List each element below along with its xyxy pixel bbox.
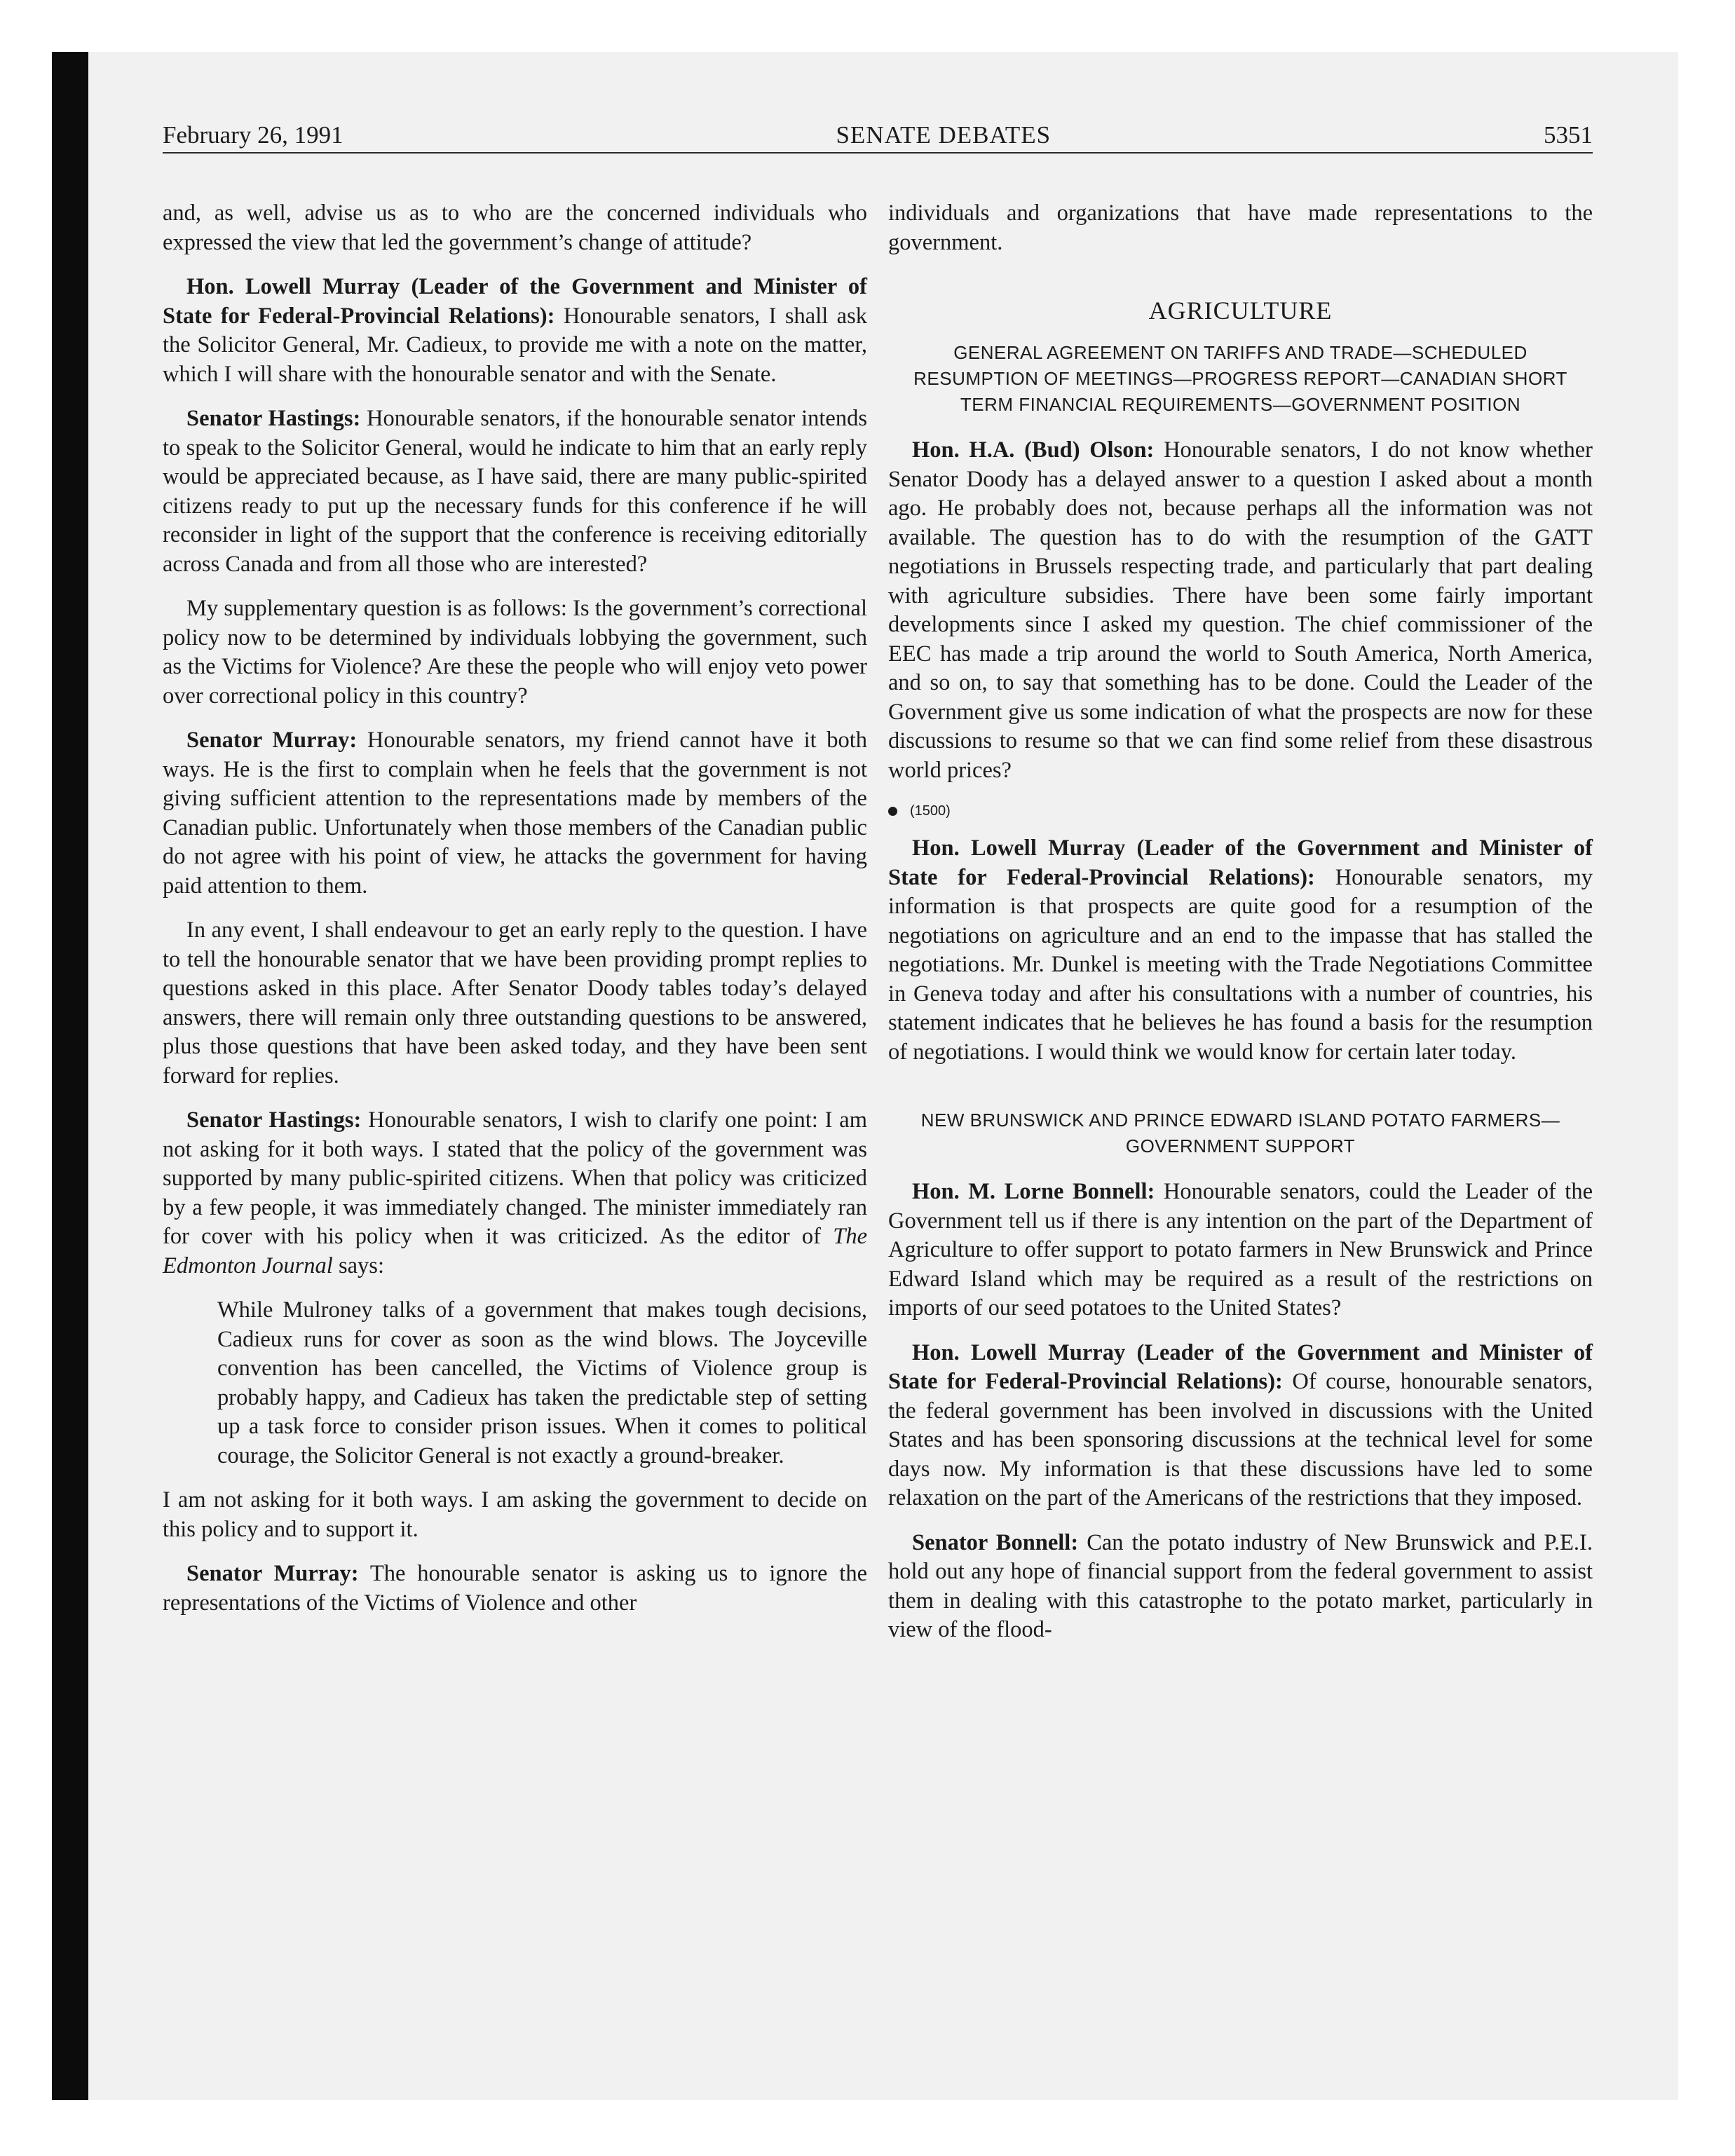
running-header [163,121,1593,153]
paragraph: In any event, I shall endeavour to get an early reply to the question. I have to tell the honourable senator that we have been providing prompt replies to questions asked in this place. After Senator Doody tables today’s delayed answers, there will remain only three outstanding questions to be answered, plus those questions that have been asked today, and they have been sent forward for replies. [163,917,867,1089]
paragraph [888,1178,1593,1323]
speaker-name: Senator Bonnell: [912,1529,1079,1555]
paragraph [888,834,1593,1067]
speech-text: Honourable senators, could the Leader of the Government tell us if there is any intention on the part of the Department of Agriculture to offer support to potato farmers in New Brunswick and Prince Edward Island which may be required as a result of the restrictions on imports of our seed potatoes to the United States? [888,1179,1593,1321]
speech-text: The honourable senator is asking us to ignore the representations of the Victims of Violence and other [163,1561,867,1616]
speaker-name: Senator Hastings: [186,1107,362,1133]
header-date: February 26, 1991 [163,121,343,149]
speech-text: Of course, honourable senators, the federal government has been involved in discussions with the United States and has been sponsoring discussions at the technical level for some days now. My information is that these discussions have led to some relaxation on the part of the Americans of the restrictions that they imposed. [888,1369,1593,1510]
paragraph [163,404,867,579]
speaker-name: Hon. M. Lorne Bonnell: [912,1179,1155,1204]
speaker-name: Senator Hastings: [186,406,361,431]
paragraph: individuals and organizations that have made representations to the government. [888,200,1593,255]
speaker-name: Senator Murray: [186,1561,359,1586]
paragraph [888,436,1593,785]
paragraph [888,1529,1593,1645]
speech-text: says: [332,1253,384,1278]
paragraph [163,1560,867,1618]
paragraph [163,726,867,901]
time-marker [888,800,1593,821]
left-column [163,199,867,1660]
speaker-name: Senator Murray: [186,728,358,753]
subsection-heading: GENERAL AGREEMENT ON TARIFFS AND TRADE—SCHEDULED RESUMPTION OF MEETINGS—PROGRESS REPORT—CANADIAN SHORT TERM FINANCIAL REQUIREMENTS—GOVERNMENT POSITION [913,342,1567,415]
block-quote: While Mulroney talks of a government that makes tough decisions, Cadieux runs for cover as soon as the wind blows. The Joyceville convention has been cancelled, the Victims of Violence group is probably happy, and Cadieux has taken the predictable step of setting up a task force to consider prison issues. When it comes to political courage, the Solicitor General is not exactly a ground-breaker. [217,1297,867,1468]
speech-text: Honourable senators, I wish to clarify one point: I am not asking for it both ways. I stated that the policy of the government was supported by many public-spirited citizens. When that policy was criticized by a few people, it was immediately changed. The minister immediately ran for cover with his policy when it was criticized. As the editor of [163,1107,867,1249]
speaker-name: Hon. Lowell Murray (Leader of the Government and Minister of State for Federal-Provincial Relations): [888,835,1593,890]
subsection-heading: NEW BRUNSWICK AND PRINCE EDWARD ISLAND POTATO FARMERS—GOVERNMENT SUPPORT [920,1110,1560,1157]
paragraph: and, as well, advise us as to who are the concerned individuals who expressed the view that led the government’s change of attitude? [163,200,867,255]
header-page-number: 5351 [1543,121,1593,149]
paragraph: My supplementary question is as follows: Is the government’s correctional policy now to be determined by individuals lobbying the government, such as the Victims for Violence? Are these the people who will enjoy veto power over correctional policy in this country? [163,596,867,709]
speech-text: Can the potato industry of New Brunswick and P.E.I. hold out any hope of financial support from the federal government to assist them in dealing with this catastrophe to the potato market, particularly in view of the flood- [888,1529,1593,1642]
speaker-name: Hon. H.A. (Bud) Olson: [912,437,1155,463]
speaker-name: Hon. Lowell Murray (Leader of the Government and Minister of State for Federal-Provincial Relations): [888,1339,1593,1394]
speech-text: Honourable senators, if the honourable senator intends to speak to the Solicitor General, would he indicate to him that an early reply would be appreciated because, as I have said, there are many public-spirited citizens ready to put up the necessary funds for this conference if he will reconsider in light of the support that the conference is receiving editorially across Canada and from all those who are interested? [163,406,867,577]
document-page [163,121,1593,1660]
paragraph [163,273,867,389]
speaker-name: Hon. Lowell Murray (Leader of the Government and Minister of State for Federal-Provincial Relations): [163,274,867,329]
text-columns [163,199,1593,1660]
scan-binding-edge [52,52,88,2100]
right-column [888,199,1593,1660]
speech-text: Honourable senators, I shall ask the Solicitor General, Mr. Cadieux, to provide me with a note on the matter, which I will share with the honourable senator and with the Senate. [163,303,867,387]
bullet-icon [888,807,897,816]
speech-text: Honourable senators, my information is that prospects are quite good for a resumption of the negotiations on agriculture and an end to the impasse that has stalled the negotiations. Mr. Dunkel is meeting with the Trade Negotiations Committee in Geneva today and after his consultations with a number of countries, his statement indicates that he believes he has found a basis for the resumption of negotiations. I would think we would know for certain later today. [888,864,1593,1065]
publication-title: The Edmonton Journal [163,1224,867,1278]
paragraph [888,1339,1593,1513]
time-marker-text: (1500) [910,803,951,819]
speech-text: Honourable senators, my friend cannot have it both ways. He is the first to complain when he feels that the government is not giving sufficient attention to the representations made by members of the Canadian public. Unfortunately when those members of the Canadian public do not agree with his point of view, he attacks the government for having paid attention to them. [163,728,867,899]
paragraph [163,1106,867,1281]
speech-text: Honourable senators, I do not know whether Senator Doody has a delayed answer to a question I asked about a month ago. He probably does not, because perhaps all the information was not available. The question has to do with the resumption of the GATT negotiations in Brussels respecting trade, and particularly that part dealing with agriculture subsidies. There have been some fairly important developments since I asked my question. The chief commissioner of the EEC has made a trip around the world to South America, North America, and so on, to say that something has to be done. Could the Leader of the Government give us some indication of what the prospects are now for these discussions to resume so that we can find some relief from these disastrous world prices? [888,437,1593,783]
section-heading: AGRICULTURE [1148,296,1333,325]
paragraph: I am not asking for it both ways. I am asking the government to decide on this policy and to support it. [163,1487,867,1542]
header-title: SENATE DEBATES [836,121,1052,149]
